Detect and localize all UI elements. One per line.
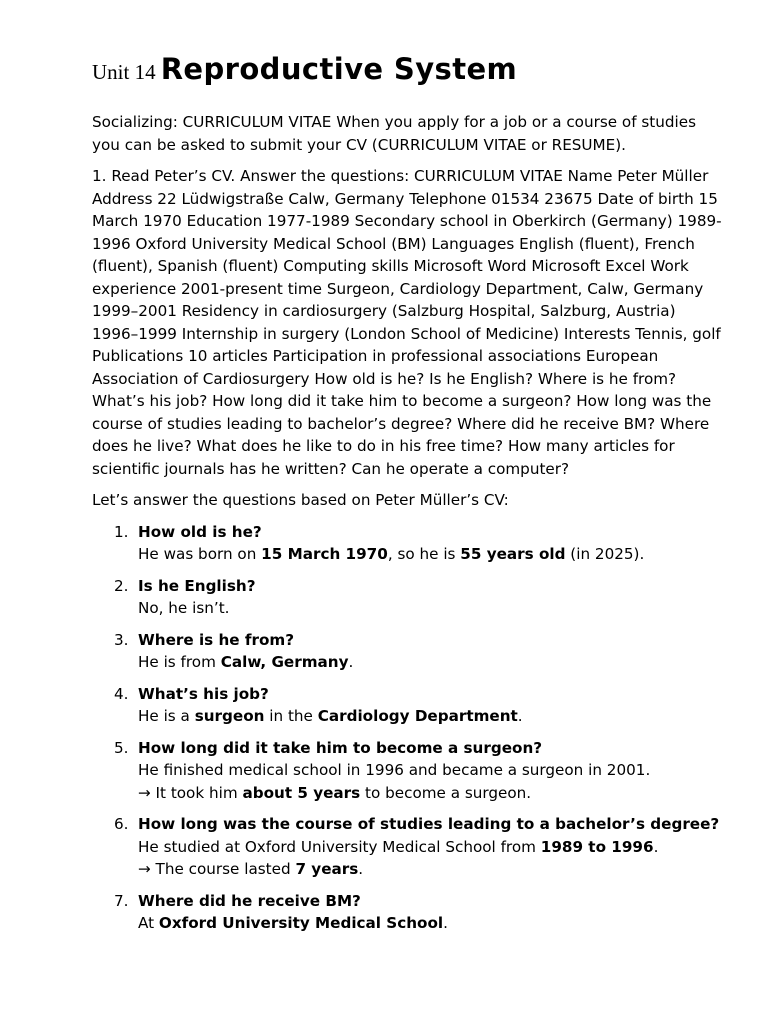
answers-list	[92, 521, 722, 935]
item-number: 5.	[114, 738, 129, 757]
list-item	[92, 575, 722, 620]
answer-text: He is from	[138, 653, 221, 671]
item-number: 7.	[114, 891, 129, 910]
answer-highlight: 55 years old	[460, 545, 566, 563]
answer-text: to become a surgeon.	[360, 783, 532, 802]
list-item	[92, 813, 722, 881]
list-item	[92, 737, 722, 805]
answer-line	[138, 759, 722, 782]
page-title	[92, 46, 722, 97]
answer-text: He studied at Oxford University Medical School from	[138, 837, 541, 856]
unit-label: Unit 14	[92, 60, 156, 84]
item-number: 6.	[114, 815, 129, 833]
item-number: 4.	[114, 684, 129, 703]
answer-highlight: about 5 years	[242, 783, 361, 802]
answer-line	[138, 651, 722, 674]
answer-text: He finished medical school in 1996 and became a surgeon in 2001.	[138, 761, 651, 779]
question: How old is he?	[138, 522, 262, 541]
answer-text: .	[653, 837, 659, 856]
item-number: 1.	[114, 522, 129, 541]
list-item	[92, 683, 722, 728]
answer-text: .	[358, 860, 364, 878]
question: How long did it take him to become a surgeon?	[138, 738, 543, 757]
answer-line	[138, 912, 722, 935]
answer-text: .	[348, 653, 354, 671]
list-item	[92, 521, 722, 566]
question: How long was the course of studies leading to a bachelor’s degree?	[138, 815, 720, 833]
answer-text: At	[138, 914, 159, 932]
answer-line	[138, 543, 722, 566]
answer-text: → The course lasted	[138, 860, 296, 878]
answer-text: (in 2025).	[565, 545, 645, 563]
question: Where did he receive BM?	[138, 891, 361, 910]
answer-text: No, he isn’t.	[138, 599, 230, 617]
answer-text: He was born on	[138, 545, 262, 563]
answer-text: He is a	[138, 707, 195, 725]
answer-text: , so he is	[387, 545, 461, 563]
answer-line	[138, 858, 722, 881]
list-item	[92, 629, 722, 674]
question: Is he English?	[138, 576, 256, 595]
answer-highlight: Calw, Germany	[220, 653, 349, 671]
task-paragraph: 1. Read Peter’s CV. Answer the questions: CURRICULUM VITAE Name Peter Müller Address 22 Lüdwigstraße Calw, Germany Telephone 01534 23675 Date of birth 15 March 1970 Education 1977-1989 Secondary school in Oberkirch (Germany) 1989-1996 Oxford University Medical School (BM) Languages English (fluent), French (fluent), Spanish (fluent) Computing skills Microsoft Word Microsoft Excel Work experience 2001-present time Surgeon, Cardiology Department, Calw, Germany 1999–2001 Residency in cardiosurgery (Salzburg Hospital, Salzburg, Austria) 1996–1999 Internship in surgery (London School of Medicine) Interests Tennis, golf Publications 10 articles Participation in professional associations European Association of Cardiosurgery How old is he? Is he English? Where is he from? What’s his job? How long did it take him to become a surgeon? How long was the course of studies leading to bachelor’s degree? Where did he receive BM? Where does he live? What does he like to do in his free time? How many articles for scientific journals has he written? Can he operate a computer?	[92, 167, 722, 478]
lead-paragraph: Let’s answer the questions based on Peter Müller’s CV:	[92, 491, 509, 509]
list-item	[92, 890, 722, 935]
answer-text: .	[443, 914, 448, 932]
document-page	[92, 46, 722, 944]
answer-highlight: Cardiology Department	[317, 707, 518, 725]
answer-highlight: Oxford University Medical School	[158, 914, 444, 932]
answer-text: in the	[264, 707, 318, 725]
title-text: Reproductive System	[160, 52, 518, 86]
intro-paragraph: Socializing: CURRICULUM VITAE When you apply for a job or a course of studies you can be asked to submit your CV (CURRICULUM VITAE or RESUME).	[92, 113, 696, 154]
answer-line	[138, 597, 722, 620]
item-number: 3.	[114, 630, 129, 649]
question: What’s his job?	[138, 684, 269, 703]
answer-line	[138, 836, 722, 859]
answer-highlight: 1989 to 1996	[540, 837, 654, 856]
item-number: 2.	[114, 576, 129, 595]
answer-text: .	[517, 707, 523, 725]
answer-text: → It took him	[138, 783, 243, 802]
answer-highlight: 15 March 1970	[261, 545, 388, 563]
answer-highlight: surgeon	[194, 707, 265, 725]
answer-line	[138, 782, 722, 805]
answer-highlight: 7 years	[295, 860, 359, 878]
question: Where is he from?	[138, 630, 295, 649]
answer-line	[138, 705, 722, 728]
